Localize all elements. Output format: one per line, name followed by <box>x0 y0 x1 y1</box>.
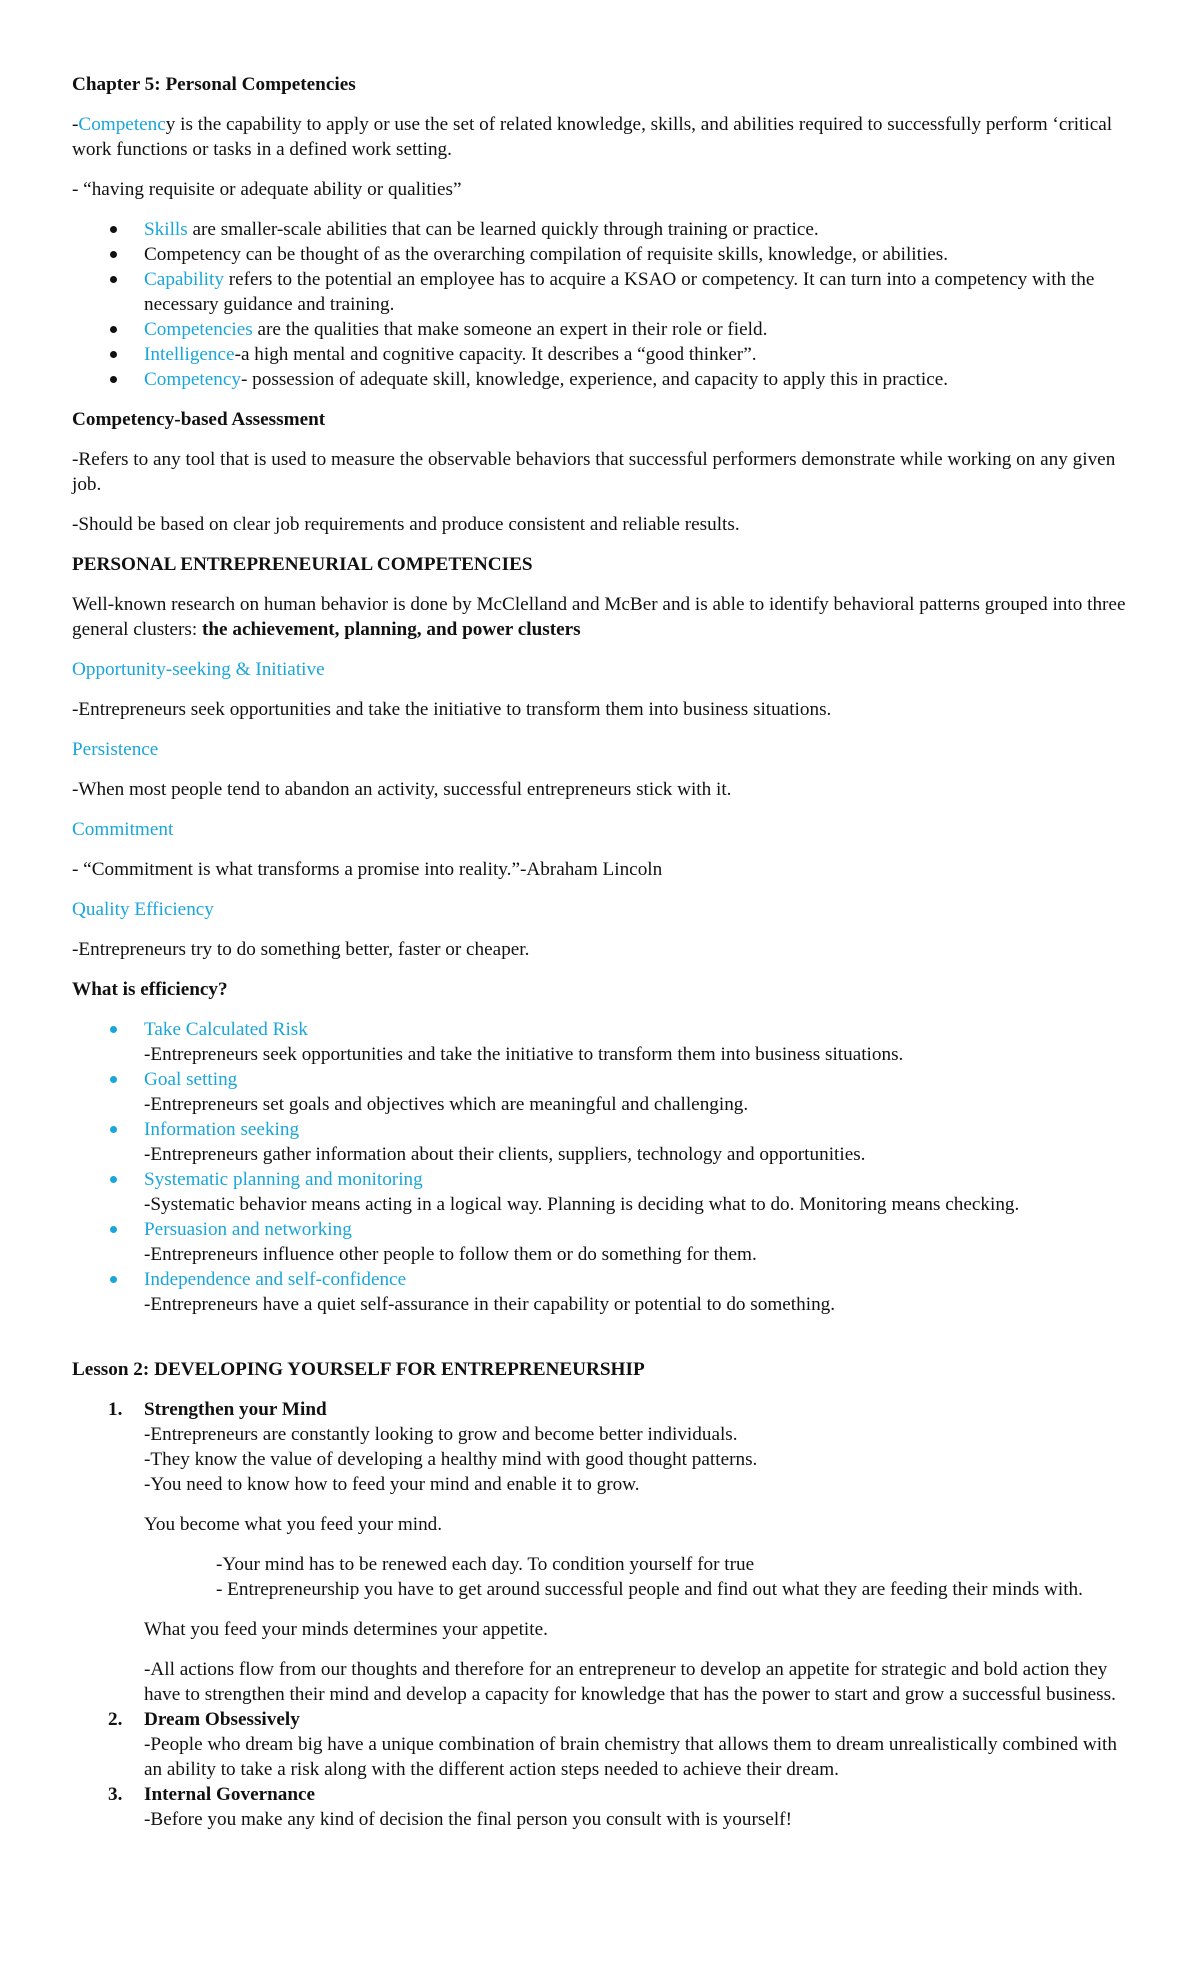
lesson-subheading: What you feed your minds determines your appetite. <box>144 1619 548 1640</box>
pec-heading: PERSONAL ENTREPRENEURIAL COMPETENCIES <box>72 554 533 575</box>
term-text: -a high mental and cognitive capacity. It describes a “good thinker”. <box>234 344 757 365</box>
lesson-item-title: Internal Governance <box>144 1784 316 1805</box>
lesson-indented-line: -Your mind has to be renewed each day. To condition yourself for true <box>216 1554 755 1575</box>
term-text: are the qualities that make someone an expert in their role or field. <box>252 319 768 340</box>
list-item <box>72 317 1128 342</box>
lesson-item <box>72 1397 1128 1707</box>
term-text: Competency can be thought of as the overarching compilation of requisite skills, knowledge, or abilities. <box>144 244 949 265</box>
list-item <box>72 242 1128 267</box>
term: Skills <box>144 219 188 240</box>
pec-intro <box>72 592 1128 642</box>
lesson-paragraph: -People who dream big have a unique combination of brain chemistry that allows them to dream unrealistically combined with an ability to take a risk along with the different action steps needed to achieve their dream. <box>144 1734 1117 1780</box>
efficiency-item-text: -Entrepreneurs set goals and objectives which are meaningful and challenging. <box>144 1094 749 1115</box>
term: Intelligence <box>144 344 235 365</box>
lesson-line: -You need to know how to feed your mind and enable it to grow. <box>144 1474 640 1495</box>
chapter-title: Chapter 5: Personal Competencies <box>72 74 356 95</box>
efficiency-item-text: -Entrepreneurs have a quiet self-assurance in their capability or potential to do something. <box>144 1294 836 1315</box>
efficiency-list <box>72 1017 1128 1317</box>
list-item <box>72 342 1128 367</box>
lesson-subheading: You become what you feed your mind. <box>144 1514 443 1535</box>
definition-text: y is the capability to apply or use the set of related knowledge, skills, and abilities required to successfully perform ‘critical work functions or tasks in a defined work setting. <box>72 114 1113 160</box>
pec-item-title: Opportunity-seeking & Initiative <box>72 659 325 680</box>
lesson-list <box>72 1397 1128 1832</box>
efficiency-heading: What is efficiency? <box>72 979 228 1000</box>
pec-item-text: -Entrepreneurs try to do something better, faster or cheaper. <box>72 939 530 960</box>
efficiency-item-title: Systematic planning and monitoring <box>144 1169 423 1190</box>
term-text: refers to the potential an employee has to acquire a KSAO or competency. It can turn into a competency with the necessary guidance and training. <box>144 269 1095 315</box>
lesson-item-number: 2. <box>108 1709 123 1730</box>
lesson-item-number: 1. <box>108 1399 123 1420</box>
lesson-indented-block <box>144 1552 1128 1602</box>
definition-dash: - <box>72 114 79 135</box>
list-item <box>72 1267 1128 1317</box>
lesson-indented-line: - Entrepreneurship you have to get around successful people and find out what they are feeding their minds with. <box>216 1579 1083 1600</box>
lesson-item-number: 3. <box>108 1784 123 1805</box>
list-item <box>72 1067 1128 1117</box>
efficiency-item-text: -Entrepreneurs seek opportunities and take the initiative to transform them into business situations. <box>144 1044 904 1065</box>
definition-term: Competenc <box>78 114 166 135</box>
lesson-item-title: Strengthen your Mind <box>144 1399 327 1420</box>
efficiency-item-text: -Entrepreneurs gather information about their clients, suppliers, technology and opportunities. <box>144 1144 866 1165</box>
lesson-item-title: Dream Obsessively <box>144 1709 300 1730</box>
lesson-line: -They know the value of developing a healthy mind with good thought patterns. <box>144 1449 758 1470</box>
definition-quote: - “having requisite or adequate ability or qualities” <box>72 179 462 200</box>
efficiency-item-title: Take Calculated Risk <box>144 1019 308 1040</box>
assessment-paragraph-2: -Should be based on clear job requirements and produce consistent and reliable results. <box>72 514 740 535</box>
term: Capability <box>144 269 224 290</box>
pec-item-text: -Entrepreneurs seek opportunities and take the initiative to transform them into business situations. <box>72 699 832 720</box>
list-item <box>72 1017 1128 1067</box>
assessment-heading: Competency-based Assessment <box>72 409 326 430</box>
efficiency-item-title: Independence and self-confidence <box>144 1269 407 1290</box>
lesson-paragraph: -Before you make any kind of decision the final person you consult with is yourself! <box>144 1809 792 1830</box>
term-text: are smaller-scale abilities that can be learned quickly through training or practice. <box>187 219 819 240</box>
list-item <box>72 1117 1128 1167</box>
term: Competency <box>144 369 241 390</box>
efficiency-item-text: -Systematic behavior means acting in a logical way. Planning is deciding what to do. Monitoring means checking. <box>144 1194 1020 1215</box>
list-item <box>72 1217 1128 1267</box>
pec-item-text: -When most people tend to abandon an activity, successful entrepreneurs stick with it. <box>72 779 732 800</box>
lesson-heading: Lesson 2: DEVELOPING YOURSELF FOR ENTREPRENEURSHIP <box>72 1359 645 1380</box>
assessment-paragraph-1: -Refers to any tool that is used to measure the observable behaviors that successful performers demonstrate while working on any given job. <box>72 449 1116 495</box>
list-item <box>72 267 1128 317</box>
lesson-item <box>72 1782 1128 1832</box>
competency-terms-list <box>72 217 1128 392</box>
pec-item-title: Quality Efficiency <box>72 899 214 920</box>
list-item <box>72 217 1128 242</box>
lesson-item <box>72 1707 1128 1782</box>
pec-intro-bold: the achievement, planning, and power clusters <box>202 619 581 640</box>
term: Competencies <box>144 319 253 340</box>
pec-item-text: - “Commitment is what transforms a promise into reality.”-Abraham Lincoln <box>72 859 663 880</box>
list-item <box>72 367 1128 392</box>
lesson-line: -Entrepreneurs are constantly looking to grow and become better individuals. <box>144 1424 738 1445</box>
pec-item-title: Commitment <box>72 819 174 840</box>
list-item <box>72 1167 1128 1217</box>
efficiency-item-title: Information seeking <box>144 1119 300 1140</box>
term-text: - possession of adequate skill, knowledge, experience, and capacity to apply this in practice. <box>240 369 949 390</box>
lesson-paragraph: -All actions flow from our thoughts and therefore for an entrepreneur to develop an appetite for strategic and bold action they have to strengthen their mind and develop a capacity for knowledge that has the power to start and grow a successful business. <box>144 1659 1116 1705</box>
efficiency-item-title: Persuasion and networking <box>144 1219 352 1240</box>
efficiency-item-title: Goal setting <box>144 1069 238 1090</box>
efficiency-item-text: -Entrepreneurs influence other people to follow them or do something for them. <box>144 1244 757 1265</box>
competency-definition <box>72 112 1128 162</box>
pec-intro-text: Well-known research on human behavior is done by McClelland and McBer and is able to identify behavioral patterns grouped into three general clusters: <box>72 594 1126 640</box>
pec-item-title: Persistence <box>72 739 159 760</box>
